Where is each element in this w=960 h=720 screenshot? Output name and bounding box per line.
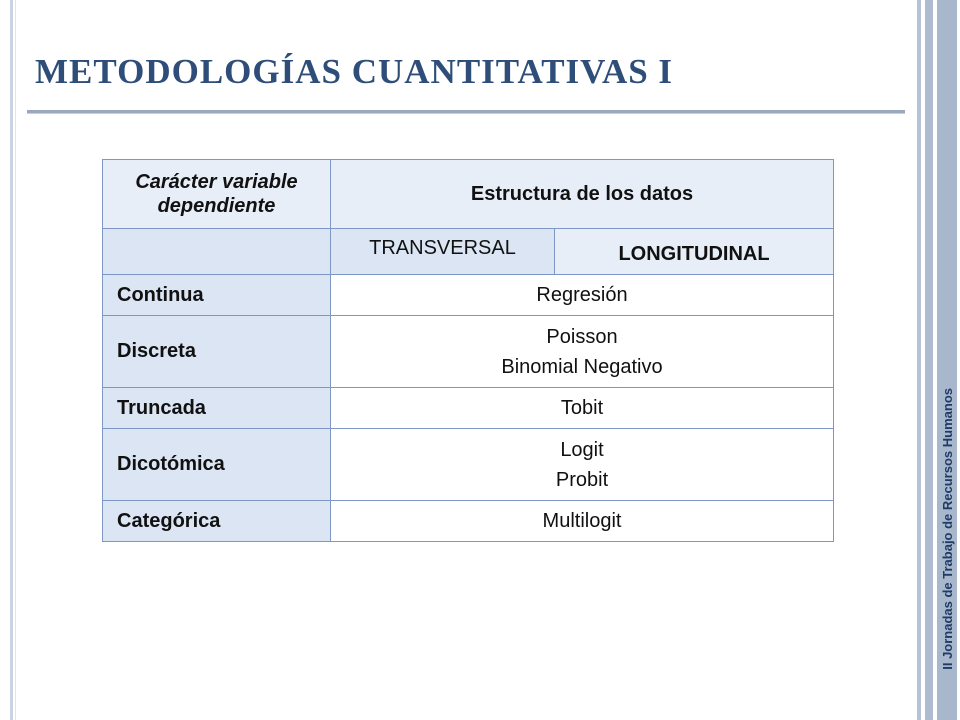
title-divider [27, 110, 905, 114]
header-data-structure: Estructura de los datos [331, 160, 834, 229]
row-value-line: Tobit [560, 397, 604, 419]
row-value-line: Multilogit [542, 510, 622, 532]
methods-table [102, 159, 834, 542]
side-caption-container [937, 0, 957, 720]
left-decor-stripe-thin [15, 0, 16, 720]
row-value [331, 501, 834, 542]
slide-title: METODOLOGÍAS CUANTITATIVAS I [35, 52, 674, 91]
header-dependent-variable-text: Carácter variable dependiente [135, 171, 298, 217]
table-row [103, 501, 834, 542]
row-label: Discreta [103, 316, 331, 388]
subheader-longitudinal: LONGITUDINAL [555, 229, 834, 275]
subheader-empty-cell [103, 229, 331, 275]
right-decor-band [917, 0, 921, 720]
row-value-line: Logit [560, 438, 604, 461]
left-decor-stripe [10, 0, 13, 720]
row-value [331, 388, 834, 429]
row-label: Continua [103, 275, 331, 316]
table-header-row [103, 160, 834, 229]
row-value-line: Binomial Negativo [501, 355, 663, 378]
row-label: Truncada [103, 388, 331, 429]
right-decor-band [925, 0, 933, 720]
table-row [103, 429, 834, 501]
table-subheader-row [103, 229, 834, 275]
row-label: Categórica [103, 501, 331, 542]
table-row [103, 275, 834, 316]
side-caption: II Jornadas de Trabajo de Recursos Humanos [939, 388, 955, 670]
row-value-line: Regresión [536, 284, 628, 306]
row-label: Dicotómica [103, 429, 331, 501]
row-value-line: Poisson [546, 325, 618, 348]
row-value-line: Probit [555, 468, 609, 491]
row-value [331, 429, 834, 501]
subheader-transversal: TRANSVERSAL [331, 229, 555, 275]
row-value [331, 316, 834, 388]
row-value [331, 275, 834, 316]
header-dependent-variable [103, 160, 331, 229]
table-row [103, 316, 834, 388]
table-row [103, 388, 834, 429]
